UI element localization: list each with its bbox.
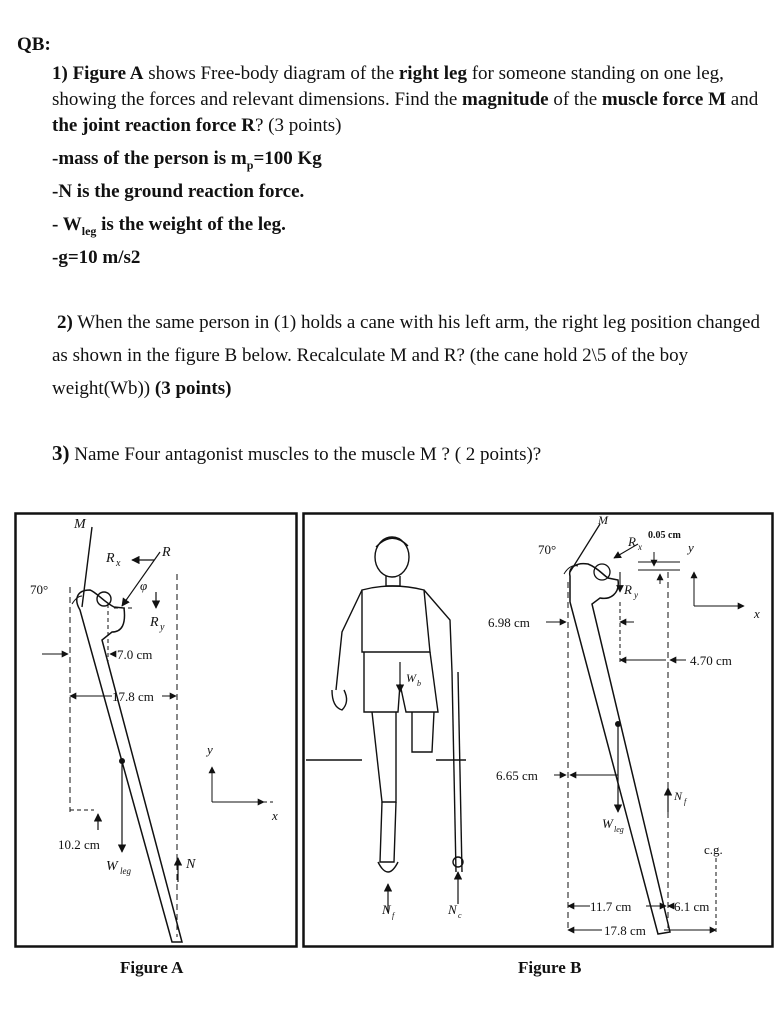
label-6-1cm: 6.1 cm [674, 899, 710, 914]
given-w: - $W_{leg}$ is the weight of the leg. [52, 214, 286, 238]
label-6-98cm: 6.98 cm [488, 615, 530, 630]
label-6-65cm: 6.65 cm [496, 768, 538, 783]
label-nf-person: N [382, 902, 391, 917]
q1-text-3: of the [548, 89, 602, 110]
q1-text-2: for someone standing on one leg, showing the forces and relevant dimensions. Find the [52, 63, 724, 110]
label-angle: 70° [30, 582, 49, 597]
q3-text: Name Four antagonist muscles to the muscle M ? ( 2 points)? [69, 444, 542, 465]
axis-y-b: y [688, 540, 694, 555]
q1-text-5: ? (3 points) [254, 115, 342, 136]
svg-text:f: f [684, 797, 687, 806]
label-r: R [162, 545, 171, 560]
svg-text:x: x [116, 558, 121, 569]
given-g: -g=10 m/s2 [52, 247, 141, 268]
question-3 [52, 440, 541, 468]
label-rx-b: R [628, 534, 636, 549]
q1-figure-a: Figure A [72, 63, 144, 84]
svg-text:x: x [638, 542, 642, 552]
label-rx: R [106, 551, 115, 566]
axis-x: x [272, 808, 278, 823]
label-wleg-b: W [602, 816, 613, 831]
q1-number: 1) [52, 63, 68, 84]
label-11-7cm: 11.7 cm [590, 899, 632, 914]
q1-muscle: muscle force M [601, 89, 727, 110]
label-17-8cm-b: 17.8 cm [604, 923, 646, 938]
label-7cm: 7.0 cm [117, 647, 153, 662]
svg-text:leg: leg [120, 866, 131, 876]
q1-joint: the joint reaction force R [52, 115, 255, 136]
svg-text:b: b [417, 679, 421, 688]
figure-a-diagram [14, 512, 298, 948]
question-heading: QB: [17, 34, 51, 55]
given-mass: -mass of the person is $m_p=100$ Kg [52, 148, 322, 172]
given-n: -N is the ground reaction force. [52, 181, 305, 202]
label-m-b: M [598, 513, 608, 527]
svg-text:y: y [160, 622, 165, 633]
figure-b-caption: Figure B [518, 958, 582, 977]
question-2 [52, 306, 777, 405]
femur-shape [77, 590, 182, 942]
label-angle-b: 70° [538, 542, 557, 557]
label-4-70cm: 4.70 cm [690, 653, 732, 668]
label-wb: W [406, 671, 416, 685]
label-nf-b: N [674, 789, 683, 803]
label-0-05cm: 0.05 cm [648, 530, 681, 541]
label-ry: R [150, 615, 159, 630]
q1-magnitude: magnitude [462, 89, 549, 110]
figure-a-caption: Figure A [120, 958, 184, 977]
axis-x-b: x [754, 606, 760, 621]
label-nc: N [448, 902, 457, 917]
label-wleg: W [106, 859, 118, 874]
label-ry-b: R [624, 582, 632, 597]
svg-text:c: c [458, 911, 462, 920]
question-1 [52, 61, 777, 139]
label-n: N [186, 857, 196, 872]
label-phi: φ [140, 578, 148, 593]
svg-text:y: y [634, 590, 638, 600]
q1-text-4: and [726, 89, 759, 110]
figure-b-diagram [302, 512, 774, 948]
label-m: M [74, 517, 86, 532]
q3-number: 3) [52, 441, 70, 465]
axis-y: y [207, 742, 213, 757]
label-17-8cm: 17.8 cm [112, 689, 154, 704]
label-cg: c.g. [704, 842, 723, 857]
svg-text:f: f [392, 911, 395, 920]
svg-text:leg: leg [614, 825, 624, 834]
q1-text-1: shows Free-body diagram of the [143, 63, 399, 84]
label-10-2cm: 10.2 cm [58, 837, 100, 852]
q2-text: When the same person in (1) holds a cane with his left arm, the right leg position changed as shown in the figure B below. Recalculate M and R? (the cane hold 2\5 of the boy weight(Wb)) [52, 312, 760, 399]
person-with-cane [306, 537, 466, 872]
q2-points: (3 points) [154, 378, 232, 399]
q2-number: 2) [57, 312, 73, 333]
q1-right-leg: right leg [398, 63, 467, 84]
